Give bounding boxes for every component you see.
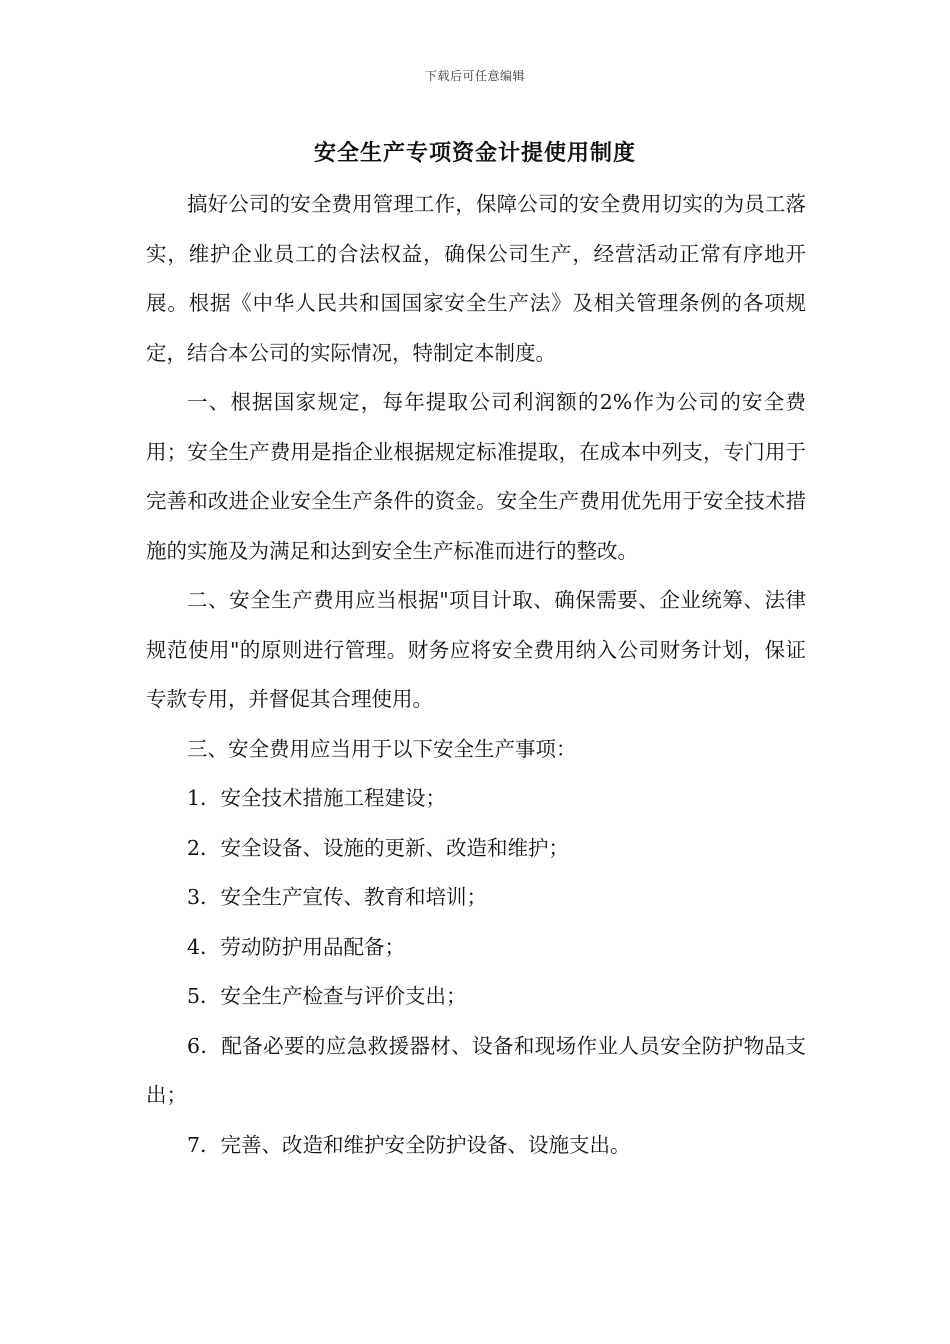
list-item: 1．安全技术措施工程建设； [187, 786, 447, 810]
paragraph-intro: 搞好公司的安全费用管理工作，保障公司的安全费用切实的为员工落实，维护企业员工的合法权益，确保公司生产，经营活动正常有序地开展。根据《中华人民共和国国家安全生产法》及相关管理条例的各项规定，结合本公司的实际情况，特制定本制度。 [146, 192, 806, 365]
header-note: 下载后可任意编辑 [424, 69, 525, 83]
list-item: 6．配备必要的应急救援器材、设备和现场作业人员安全防护物品支出； [146, 1033, 806, 1107]
paragraph-section-3: 三、安全费用应当用于以下安全生产事项： [187, 736, 577, 761]
paragraph-section-1: 一、根据国家规定，每年提取公司利润额的2%作为公司的安全费用；安全生产费用是指企业根据规定标准提取，在成本中列支，专门用于完善和改进企业安全生产条件的资金。安全生产费用优先用于安全技术措施的实施及为满足和达到安全生产标准而进行的整改。 [146, 390, 806, 563]
list-item: 5．安全生产检查与评价支出； [187, 984, 467, 1008]
list-item: 7．完善、改造和维护安全防护设备、设施支出。 [187, 1132, 631, 1157]
list-item: 3．安全生产宣传、教育和培训； [187, 885, 488, 909]
list-item: 2．安全设备、设施的更新、改造和维护； [187, 835, 570, 860]
list-item: 4．劳动防护用品配备； [187, 934, 406, 959]
paragraph-section-2: 二、安全生产费用应当根据"项目计取、确保需要、企业统筹、法律规范使用"的原则进行管理。财务应将安全费用纳入公司财务计划，保证专款专用，并督促其合理使用。 [146, 588, 806, 711]
document-body [146, 180, 806, 1170]
document-title: 安全生产专项资金计提使用制度 [313, 140, 636, 166]
